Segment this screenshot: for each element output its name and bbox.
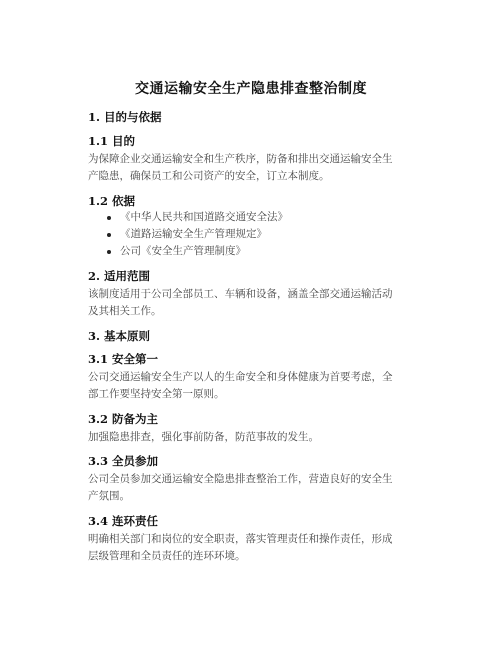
document-title: 交通运输安全生产隐患排查整治制度 [135, 81, 367, 97]
paragraph-responsibility [88, 531, 423, 565]
subsection-heading-participation: 3.3 全员参加 [88, 454, 159, 468]
section-heading-purpose-basis: 1. 目的与依据 [88, 110, 162, 124]
paragraph-line: 明确相关部门和岗位的安全职责，落实管理责任和操作责任，形成 [88, 533, 393, 545]
subsection-heading-purpose: 1.1 目的 [88, 134, 136, 148]
paragraph-line: 加强隐患排查，强化事前防备，防范事故的发生。 [88, 431, 319, 443]
paragraph-line: 该制度适用于公司全部员工、车辆和设备，涵盖全部交通运输活动 [88, 288, 393, 300]
paragraph-line: 及其相关工作。 [88, 305, 162, 317]
subsection-heading-responsibility: 3.4 连环责任 [88, 514, 159, 528]
paragraph-prevention [88, 429, 423, 446]
subsection-heading-prevention: 3.2 防备为主 [88, 412, 159, 426]
subsection-heading-basis: 1.2 依据 [88, 194, 136, 208]
paragraph-participation [88, 471, 423, 505]
bullet-icon [107, 216, 111, 220]
paragraph-line: 为保障企业交通运输安全和生产秩序，防备和排出交通运输安全生 [88, 153, 393, 165]
list-item-traffic-law: 《中华人民共和国道路交通安全法》 [120, 211, 288, 223]
paragraph-line: 部工作要坚持安全第一原则。 [88, 388, 225, 400]
bullet-icon [107, 233, 111, 237]
paragraph-purpose [88, 151, 423, 185]
section-heading-principles: 3. 基本原则 [88, 329, 151, 343]
bullet-icon [107, 250, 111, 254]
paragraph-line: 公司交通运输安全生产以人的生命安全和身体健康为首要考虑，全 [88, 371, 393, 383]
subsection-heading-safety-first: 3.1 安全第一 [88, 352, 159, 366]
section-heading-scope: 2. 适用范围 [88, 269, 151, 283]
paragraph-safety-first [88, 369, 423, 403]
paragraph-line: 产隐患，确保员工和公司资产的安全，订立本制度。 [88, 170, 330, 182]
paragraph-line: 公司全员参加交通运输安全隐患排查整治工作，营造良好的安全生 [88, 473, 393, 485]
paragraph-scope [88, 286, 423, 320]
paragraph-line: 层级管理和全员责任的连环环境。 [88, 550, 246, 562]
list-item-transport-regulation: 《道路运输安全生产管理规定》 [120, 228, 267, 240]
list-item-company-system: 公司《安全生产管理制度》 [120, 245, 246, 257]
paragraph-line: 产氛围。 [88, 490, 130, 502]
